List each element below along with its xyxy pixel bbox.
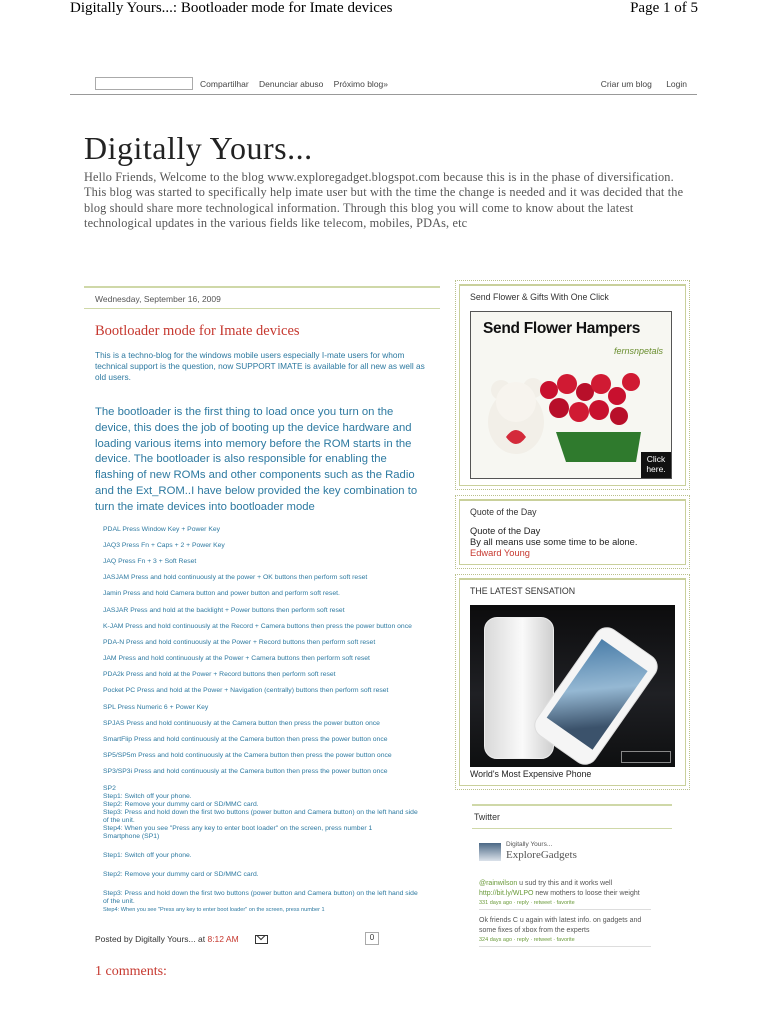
key-item: JASJAR Press and hold at the backlight + Power buttons then perform soft reset	[103, 606, 345, 614]
jeweller-logo	[621, 751, 671, 763]
key-item: Pocket PC Press and hold at the Power + Navigation (centrally) buttons then perform soft reset	[103, 687, 389, 695]
sensation-widget	[455, 574, 690, 790]
key-item: K-JAM Press and hold continuously at the Record + Camera buttons then press the power button once	[103, 622, 412, 630]
tweet-mention-link[interactable]: @rainwilson	[479, 880, 518, 887]
comment-count[interactable]: 0	[365, 932, 379, 945]
key-item: JAQ Press Fn + 3 + Soft Reset	[103, 557, 197, 565]
sidebar	[455, 280, 690, 953]
report-abuse-link[interactable]: Denunciar abuso	[259, 79, 324, 89]
post-body: The bootloader is the first thing to load once you turn on the device, this does the job of booting up the device hardware and loading various items into memory before the ROM starts in the device. The bootloader is also responsible for enabling the flashing of new ROMs and other components such as the Radio and the Ext_ROM..I have below provided the key combination to turn the imate devices into bootloader mode	[95, 406, 418, 513]
step-line: Step2: Remove your dummy card or SD/MMC card.	[103, 800, 259, 808]
key-item: PDA-N Press and hold continuously at the Power + Record buttons then perform soft reset	[103, 638, 376, 646]
key-item: JAQ3 Press Fn + Caps + 2 + Power Key	[103, 541, 225, 549]
ad-brand: fernsnpetals	[613, 346, 663, 356]
navbar-search-input[interactable]	[95, 77, 193, 90]
create-blog-link[interactable]: Criar um blog	[600, 79, 652, 89]
sp2-steps	[103, 785, 421, 914]
tweet-meta[interactable]: 331 days ago · reply · retweet · favorite	[479, 900, 575, 906]
quote-author[interactable]: Edward Young	[470, 548, 530, 558]
quote-widget-title: Quote of the Day	[470, 507, 537, 517]
tweet-text: new mothers to loose their weight	[533, 890, 640, 897]
tweet-meta[interactable]: 324 days ago · reply · retweet · favorite	[479, 937, 575, 943]
blogger-navbar	[70, 74, 697, 95]
expensive-phone-image[interactable]	[470, 605, 675, 767]
twitter-by: Digitally Yours...	[506, 841, 553, 848]
step-line: Step2: Remove your dummy card or SD/MMC card.	[103, 870, 259, 878]
flower-ad-banner[interactable]	[470, 311, 672, 479]
next-blog-link[interactable]: Próximo blog»	[333, 79, 389, 89]
flower-widget-title: Send Flower & Gifts With One Click	[470, 292, 609, 302]
twitter-widget	[472, 804, 672, 947]
key-item: SP5/SP5m Press and hold continuously at the Camera button then press the power button once	[103, 752, 392, 760]
blog-description: Hello Friends, Welcome to the blog www.exploregadget.blogspot.com because this is in the phase of diversification. This blog was started to specifically help imate user but with the time the change is needed and it was decided that the blog should share more technological information. Through this blog you will come to know about the latest technological updates in the various fields like telecom, mobiles, PDAs, etc	[84, 170, 684, 230]
step-line: Step4: When you see "Press any key to enter boot loader" on the screen, press number 1	[103, 906, 325, 913]
step-line: Step1: Switch off your phone.	[103, 851, 192, 859]
login-link[interactable]: Login	[666, 79, 687, 89]
key-item: JAM Press and hold continuously at the Power + Camera buttons then perform soft reset	[103, 655, 370, 663]
phone-caption: World's Most Expensive Phone	[470, 769, 592, 779]
quote-widget	[455, 495, 690, 569]
post-footer	[95, 934, 395, 944]
key-item: SP3/SP3i Press and hold continuously at the Camera button then press the power button once	[103, 768, 388, 776]
step-line: Step3: Press and hold down the first two buttons (power button and Camera button) on the left hand side of the unit.	[103, 889, 418, 905]
key-item: JASJAM Press and hold continuously at the power + OK buttons then perform soft reset	[103, 574, 368, 582]
avatar[interactable]	[479, 843, 501, 861]
post-time-link[interactable]: 8:12 AM	[207, 934, 239, 944]
key-item: SmartFlip Press and hold continuously at the Camera button then press the power button once	[103, 736, 388, 744]
quote-label: Quote of the Day	[470, 526, 541, 536]
posted-by: Posted by Digitally Yours... at	[95, 934, 206, 944]
post-intro: This is a techno-blog for the windows mobile users especially I-mate users for whom technical support is the question, now SUPPORT IMATE is available for all new as well as old users.	[95, 350, 425, 382]
step-line: Step3: Press and hold down the first two buttons (power button and Camera button) on the left hand side of the unit.	[103, 808, 418, 824]
twitter-profile[interactable]	[482, 839, 672, 879]
post-title[interactable]: Bootloader mode for Imate devices	[95, 323, 300, 339]
ad-heading: Send Flower Hampers	[483, 320, 641, 337]
key-item: PDAL Press Window Key + Power Key	[103, 525, 221, 533]
share-link[interactable]: Compartilhar	[200, 79, 249, 89]
twitter-widget-title: Twitter	[472, 804, 672, 829]
step-line: SP2	[103, 784, 116, 792]
key-item: Jamin Press and hold Camera button and power button and perform soft reset.	[103, 590, 340, 598]
tweet-url-link[interactable]: http://bit.ly/WLPO	[479, 890, 534, 897]
key-item: PDA2k Press and hold at the Power + Record buttons then perform soft reset	[103, 671, 336, 679]
tweet	[479, 879, 651, 910]
pdf-header	[70, 0, 698, 22]
post-column	[84, 286, 440, 914]
blog-title[interactable]: Digitally Yours...	[84, 130, 313, 166]
key-item: SPJAS Press and hold continuously at the Camera button then press the power button once	[103, 719, 380, 727]
ad-click-here[interactable]: Click here.	[641, 452, 671, 478]
post-date: Wednesday, September 16, 2009	[84, 286, 440, 309]
step-line: Step4: When you see "Press any key to enter boot loader" on the screen, press number 1	[103, 824, 373, 832]
step-line: Step1: Switch off your phone.	[103, 792, 192, 800]
flower-widget	[455, 280, 690, 490]
step-line: Smartphone (SP1)	[103, 832, 160, 840]
tweet	[479, 916, 651, 947]
pdf-page-number: Page 1 of 5	[630, 0, 698, 16]
quote-text: By all means use some time to be alone.	[470, 537, 638, 547]
twitter-name[interactable]: ExploreGadgets	[506, 849, 577, 861]
key-combination-list	[103, 526, 423, 777]
pdf-title: Digitally Yours...: Bootloader mode for Imate devices	[70, 0, 393, 16]
key-item: SPL Press Numeric 6 + Power Key	[103, 703, 209, 711]
sensation-widget-title: THE LATEST SENSATION	[470, 586, 576, 596]
email-post-icon[interactable]	[255, 935, 268, 944]
tweet-text: u sud try this and it works well	[517, 880, 613, 887]
tweet-text: Ok friends C u again with latest info. on gadgets and some fixes of xbox from the experts	[479, 917, 642, 934]
comments-heading: 1 comments:	[95, 964, 167, 979]
